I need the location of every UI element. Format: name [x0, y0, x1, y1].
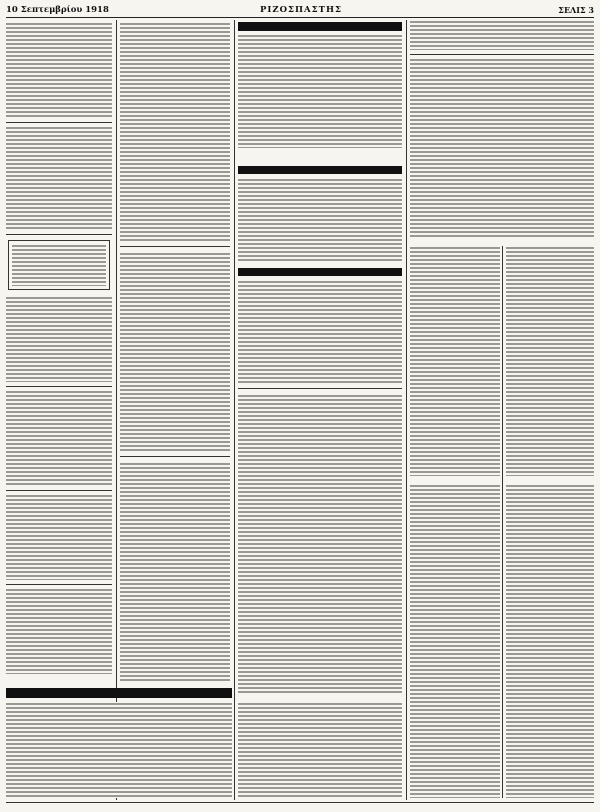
masthead-title: ΡΙΖΟΣΠΑΣΤΗΣ [260, 5, 342, 15]
article-body [238, 394, 402, 694]
ad-divider [6, 122, 112, 123]
article-body [238, 34, 402, 148]
ad-divider [6, 490, 112, 491]
article-body [238, 702, 402, 798]
boxed-advertisement [8, 240, 110, 290]
article-body [506, 484, 594, 798]
article-body [410, 246, 500, 476]
section-banner [238, 268, 402, 276]
section-divider [410, 54, 594, 55]
ad-block [6, 390, 112, 486]
headline-banner [238, 22, 402, 31]
column-rule [116, 20, 117, 800]
column-rule [502, 246, 503, 798]
headline [410, 20, 594, 50]
ad-block [6, 588, 112, 674]
masthead-date: 10 Σεπτεμβρίου 1918 [6, 5, 109, 15]
section-divider [120, 456, 230, 457]
advertisement-banner [6, 688, 232, 698]
article-body [410, 484, 500, 798]
advertisement-body [6, 702, 232, 798]
ad-divider [6, 584, 112, 585]
section-divider [238, 388, 402, 389]
masthead-page-label: ΣΕΛΙΣ 3 [558, 5, 594, 15]
masthead [6, 4, 594, 18]
ad-block [6, 126, 112, 230]
article-body [238, 178, 402, 262]
column-rule [406, 20, 407, 800]
ad-divider [6, 234, 112, 235]
section-banner [238, 166, 402, 174]
ad-column-top [6, 22, 112, 118]
page-bottom-rule [6, 802, 594, 803]
advertisement-block [120, 462, 230, 682]
ad-block [6, 494, 112, 580]
ad-block [6, 296, 112, 382]
article-body [410, 58, 594, 238]
article-body [506, 246, 594, 476]
column-rule [234, 20, 235, 800]
section-divider [120, 246, 230, 247]
article-body [120, 22, 230, 242]
article-body [238, 280, 402, 384]
ad-divider [6, 386, 112, 387]
article-body [120, 252, 230, 452]
